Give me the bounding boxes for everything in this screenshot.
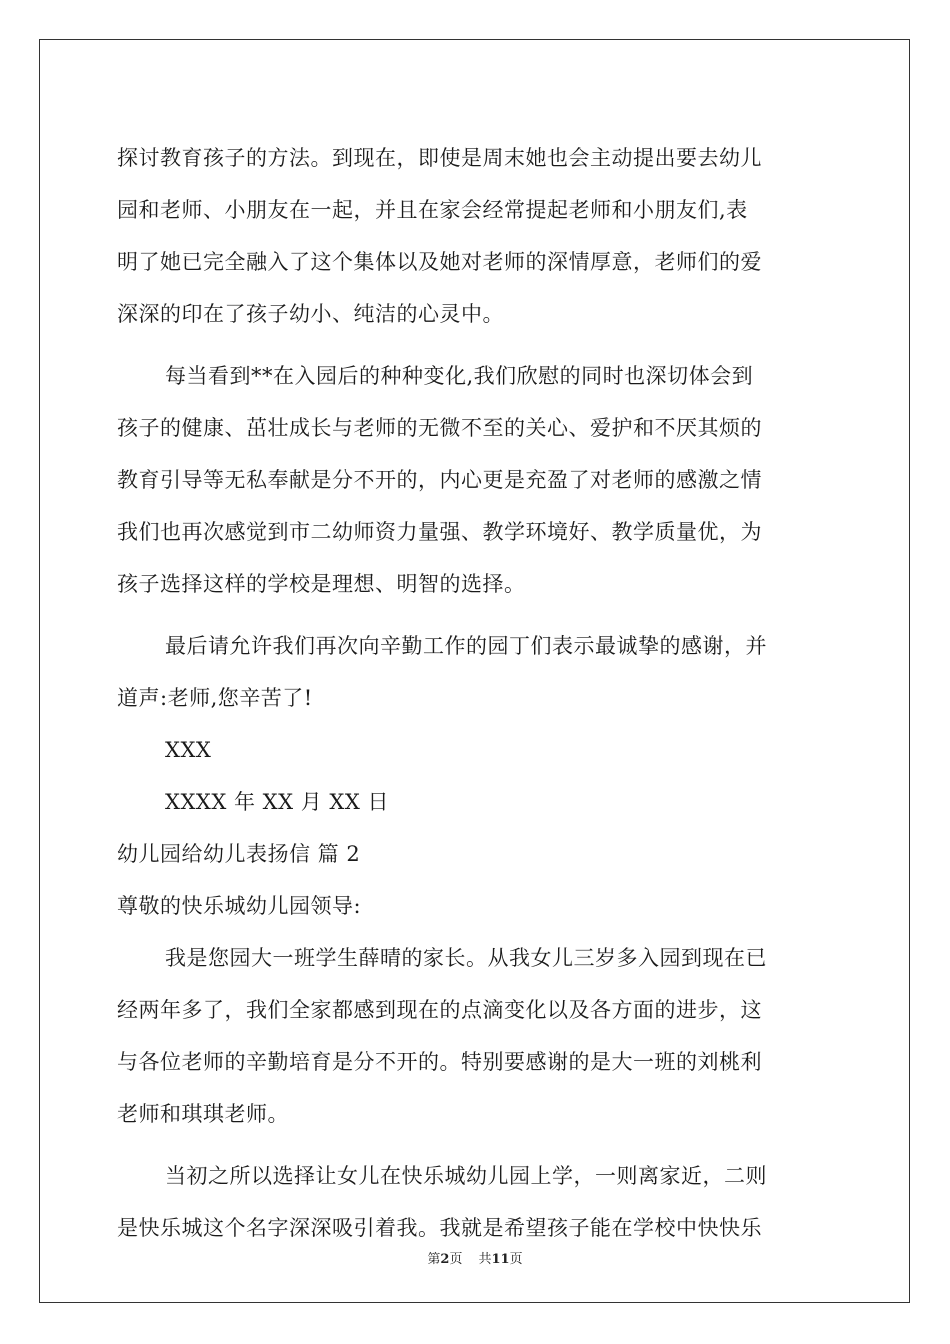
paragraph-line: 园和老师、小朋友在一起，并且在家会经常提起老师和小朋友们,表 <box>117 198 748 222</box>
paragraph-line: 深深的印在了孩子幼小、纯洁的心灵中。 <box>117 302 504 326</box>
total-pages: 11 <box>491 1252 510 1267</box>
section-heading: 幼儿园给幼儿表扬信 篇 2 <box>117 842 361 866</box>
paragraph-line: 明了她已完全融入了这个集体以及她对老师的深情厚意，老师们的爱 <box>117 250 762 274</box>
page-prefix: 第 <box>427 1252 441 1267</box>
page-number: 2 <box>440 1252 450 1267</box>
paragraph-line: 教育引导等无私奉献是分不开的，内心更是充盈了对老师的感激之情 <box>117 468 762 492</box>
paragraph-line: 老师和琪琪老师。 <box>117 1102 289 1126</box>
paragraph-line: 当初之所以选择让女儿在快乐城幼儿园上学，一则离家近，二则 <box>165 1164 767 1188</box>
paragraph-line: 是快乐城这个名字深深吸引着我。我就是希望孩子能在学校中快快乐 <box>117 1216 762 1240</box>
paragraph-line: 孩子的健康、茁壮成长与老师的无微不至的关心、爱护和不厌其烦的 <box>117 416 762 440</box>
paragraph-line: 探讨教育孩子的方法。到现在，即使是周末她也会主动提出要去幼儿 <box>117 146 762 170</box>
page-footer <box>0 1248 950 1267</box>
document-body <box>117 132 837 1254</box>
paragraph-line: 与各位老师的辛勤培育是分不开的。特别要感谢的是大一班的刘桃利 <box>117 1050 762 1074</box>
paragraph-line: 我是您园大一班学生薛晴的家长。从我女儿三岁多入园到现在已 <box>165 946 767 970</box>
paragraph-line: 每当看到**在入园后的种种变化,我们欣慰的同时也深切体会到 <box>165 364 754 388</box>
page-suffix: 页 <box>449 1252 463 1267</box>
salutation: 尊敬的快乐城幼儿园领导: <box>117 894 362 918</box>
paragraph-line: 道声:老师,您辛苦了! <box>117 686 313 710</box>
signature: XXX <box>165 738 212 762</box>
paragraph-line: 我们也再次感觉到市二幼师资力量强、教学环境好、教学质量优，为 <box>117 520 762 544</box>
total-prefix: 共 <box>478 1252 492 1267</box>
date-line: XXXX 年 XX 月 XX 日 <box>165 790 389 814</box>
paragraph-line: 最后请允许我们再次向辛勤工作的园丁们表示最诚挚的感谢，并 <box>165 634 767 658</box>
paragraph-line: 孩子选择这样的学校是理想、明智的选择。 <box>117 572 526 596</box>
paragraph-line: 经两年多了，我们全家都感到现在的点滴变化以及各方面的进步，这 <box>117 998 762 1022</box>
total-suffix: 页 <box>509 1252 523 1267</box>
